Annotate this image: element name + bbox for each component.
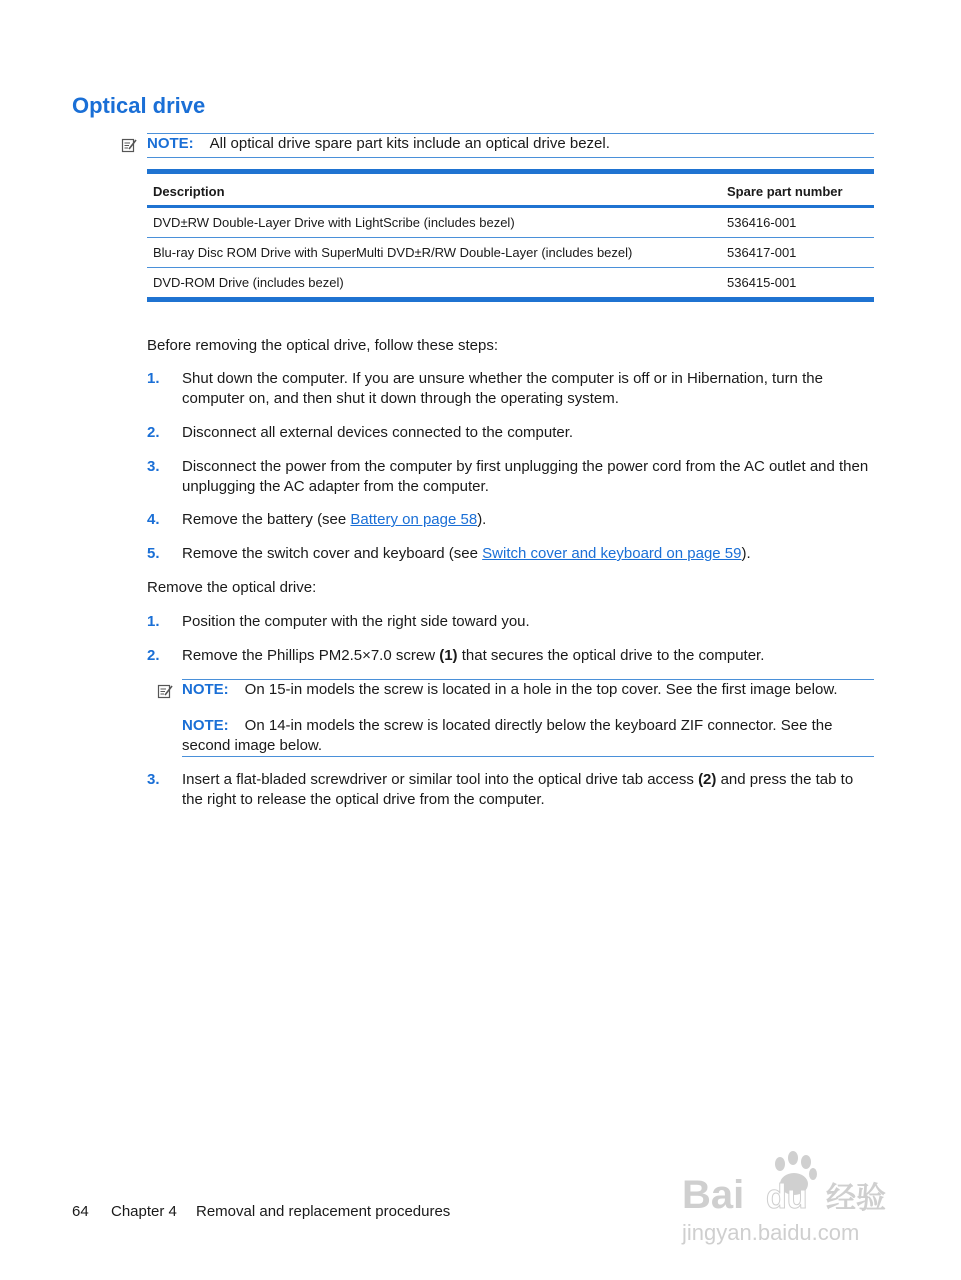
step-number: 3.: [147, 771, 160, 788]
step-text: Position the computer with the right side toward you.: [182, 613, 530, 630]
cell-part-number: 536415-001: [727, 275, 797, 290]
note-text: On 14-in models the screw is located directly below the keyboard ZIF connector. See the second image below.: [182, 717, 833, 754]
step-number: 4.: [147, 511, 160, 528]
step-text: Disconnect the power from the computer by first unplugging the power cord from the AC outlet and then unplugging the AC adapter from the computer.: [182, 458, 869, 495]
table-row: [147, 208, 874, 238]
switch-cover-keyboard-link[interactable]: Switch cover and keyboard on page 59: [482, 545, 742, 562]
remove-intro-paragraph: Remove the optical drive:: [147, 579, 317, 596]
step-number: 1.: [147, 613, 160, 630]
step-text: [182, 646, 874, 666]
column-header-spare-part: Spare part number: [727, 184, 843, 199]
note-text: All optical drive spare part kits include an optical drive bezel.: [209, 135, 610, 152]
step-number: 2.: [147, 647, 160, 664]
note-block: [182, 680, 882, 700]
note-icon: [157, 683, 173, 699]
cell-part-number: 536417-001: [727, 245, 797, 260]
step-text: Disconnect all external devices connected to the computer.: [182, 424, 574, 441]
chapter-title: Removal and replacement procedures: [196, 1203, 451, 1220]
chapter-label: Chapter 4: [111, 1203, 177, 1220]
intro-paragraph: Before removing the optical drive, follow these steps:: [147, 337, 499, 354]
step-text-pre: Remove the battery (see: [182, 511, 351, 528]
cell-part-number: 536416-001: [727, 215, 797, 230]
note-block: [182, 716, 874, 756]
page-number: 64: [72, 1203, 89, 1220]
cell-description: DVD±RW Double-Layer Drive with LightScribe (includes bezel): [153, 215, 515, 230]
step-text-pre: Insert a flat-bladed screwdriver or similar tool into the optical drive tab access: [182, 771, 699, 788]
step-text: [182, 544, 874, 564]
note-label: NOTE:: [182, 681, 229, 698]
note-label: NOTE:: [147, 135, 194, 152]
step-number: 3.: [147, 458, 160, 475]
table-header-row: [147, 174, 874, 208]
watermark-du: du: [766, 1178, 808, 1216]
note-rule-bottom: [147, 157, 874, 158]
step-number: 2.: [147, 424, 160, 441]
note-block: [147, 134, 874, 154]
note-label: NOTE:: [182, 717, 229, 734]
table-row: [147, 268, 874, 302]
note-rule-bottom: [182, 756, 874, 757]
column-header-description: Description: [153, 184, 225, 199]
callout-number: (1): [439, 647, 458, 664]
callout-number: (2): [698, 771, 717, 788]
step-number: 5.: [147, 545, 160, 562]
table-row: [147, 238, 874, 268]
note-text: On 15-in models the screw is located in a hole in the top cover. See the first image below.: [244, 681, 838, 698]
watermark-url: jingyan.baidu.com: [682, 1220, 860, 1245]
page-title: Optical drive: [72, 93, 206, 118]
step-text-post: that secures the optical drive to the computer.: [457, 647, 765, 664]
note-icon: [121, 137, 137, 153]
cell-description: Blu-ray Disc ROM Drive with SuperMulti DVD±R/RW Double-Layer (includes bezel): [153, 245, 633, 260]
battery-link[interactable]: Battery on page 58: [350, 511, 478, 528]
step-text-post: ).: [741, 545, 751, 562]
step-text-post: and press the tab to the right to release the optical drive from the computer.: [182, 771, 854, 808]
baidu-watermark-logo: [680, 1150, 910, 1250]
step-text-pre: Remove the Phillips PM2.5×7.0 screw: [182, 647, 440, 664]
step-text-post: ).: [477, 511, 487, 528]
step-text: [182, 510, 874, 530]
watermark-jingyan: 经验: [826, 1181, 886, 1216]
step-text: [182, 770, 874, 810]
step-number: 1.: [147, 370, 160, 387]
cell-description: DVD-ROM Drive (includes bezel): [153, 275, 344, 290]
step-text: Shut down the computer. If you are unsure whether the computer is off or in Hibernation, turn the computer on, and then shut it down through the operating system.: [182, 370, 823, 407]
watermark-bai: Bai: [682, 1173, 745, 1217]
step-text-pre: Remove the switch cover and keyboard (see: [182, 545, 483, 562]
spare-parts-table: [147, 169, 874, 302]
